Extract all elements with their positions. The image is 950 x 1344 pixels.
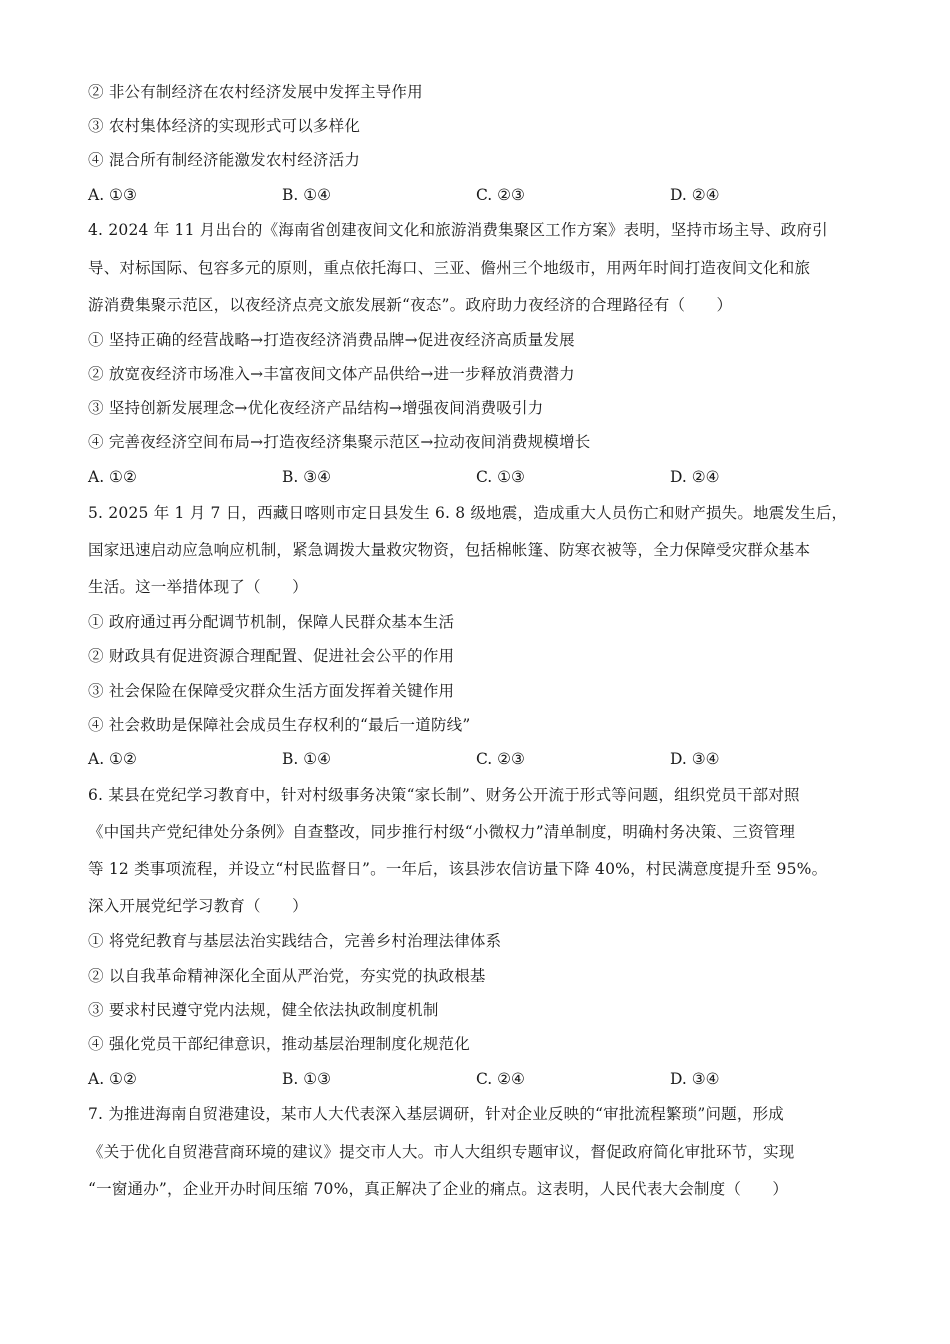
q5-item-2: ② 财政具有促进资源合理配置、促进社会公平的作用 (88, 647, 455, 665)
q3-option-b: B. ①④ (282, 186, 332, 204)
q4-stem-line-3: 游消费集聚示范区，以夜经济点亮文旅发展新“夜态”。政府助力夜经济的合理路径有（ ） (88, 296, 733, 314)
q5-item-4: ④ 社会救助是保障社会成员生存权利的“最后一道防线” (88, 716, 471, 734)
q4-stem-line-1: 4. 2024 年 11 月出台的《海南省创建夜间文化和旅游消费集聚区工作方案》表明，坚持市场主导、政府引 (88, 221, 828, 239)
q3-option-c: C. ②③ (476, 186, 525, 204)
q6-stem-line-3: 等 12 类事项流程，并设立“村民监督日”。一年后，该县涉农信访量下降 40%，村民满意度提升至 95%。 (88, 860, 828, 878)
q4-stem-line-2: 导、对标国际、包容多元的原则，重点依托海口、三亚、儋州三个地级市，用两年时间打造夜间文化和旅 (88, 259, 811, 277)
q4-item-2: ② 放宽夜经济市场准入→丰富夜间文体产品供给→进一步释放消费潜力 (88, 365, 575, 383)
q4-item-3: ③ 坚持创新发展理念→优化夜经济产品结构→增强夜间消费吸引力 (88, 399, 544, 417)
q6-item-2: ② 以自我革命精神深化全面从严治党，夯实党的执政根基 (88, 967, 486, 985)
q5-item-3: ③ 社会保险在保障受灾群众生活方面发挥着关键作用 (88, 682, 455, 700)
q4-options (88, 467, 868, 487)
q3-item-4: ④ 混合所有制经济能激发农村经济活力 (88, 151, 361, 169)
q6-stem-line-1: 6. 某县在党纪学习教育中，针对村级事务决策“家长制”、财务公开流于形式等问题，组织党员干部对照 (88, 786, 800, 804)
q6-option-b: B. ①③ (282, 1070, 332, 1088)
q7-stem-line-1: 7. 为推进海南自贸港建设，某市人大代表深入基层调研，针对企业反映的“审批流程繁琐”问题，形成 (88, 1105, 784, 1123)
q5-option-c: C. ②③ (476, 750, 525, 768)
q5-options (88, 749, 868, 769)
q5-item-1: ① 政府通过再分配调节机制，保障人民群众基本生活 (88, 613, 455, 631)
q5-stem-line-3: 生活。这一举措体现了（ ） (88, 578, 308, 596)
q5-stem-line-2: 国家迅速启动应急响应机制，紧急调拨大量救灾物资，包括棉帐篷、防寒衣被等，全力保障受灾群众基本 (88, 541, 811, 559)
q6-options (88, 1069, 868, 1089)
q3-options (88, 185, 868, 205)
q7-stem-line-2: 《关于优化自贸港营商环境的建议》提交市人大。市人大组织专题审议，督促政府简化审批环节，实现 (88, 1143, 795, 1161)
q4-option-b: B. ③④ (282, 468, 332, 486)
q6-stem-line-4: 深入开展党纪学习教育（ ） (88, 897, 308, 915)
q5-option-d: D. ③④ (670, 750, 720, 768)
q6-option-d: D. ③④ (670, 1070, 720, 1088)
q3-item-3: ③ 农村集体经济的实现形式可以多样化 (88, 117, 361, 135)
q4-option-d: D. ②④ (670, 468, 720, 486)
q3-option-d: D. ②④ (670, 186, 720, 204)
q3-option-a: A. ①③ (88, 186, 137, 204)
q4-option-c: C. ①③ (476, 468, 525, 486)
q4-item-4: ④ 完善夜经济空间布局→打造夜经济集聚示范区→拉动夜间消费规模增长 (88, 433, 591, 451)
q4-item-1: ① 坚持正确的经营战略→打造夜经济消费品牌→促进夜经济高质量发展 (88, 331, 575, 349)
q4-option-a: A. ①② (88, 468, 137, 486)
q6-option-a: A. ①② (88, 1070, 137, 1088)
q5-option-b: B. ①④ (282, 750, 332, 768)
q7-stem-line-3: “一窗通办”，企业开办时间压缩 70%，真正解决了企业的痛点。这表明，人民代表大会制度（ ） (88, 1180, 789, 1198)
q6-item-3: ③ 要求村民遵守党内法规，健全依法执政制度机制 (88, 1001, 439, 1019)
q3-item-2: ② 非公有制经济在农村经济发展中发挥主导作用 (88, 83, 423, 101)
q6-stem-line-2: 《中国共产党纪律处分条例》自查整改，同步推行村级“小微权力”清单制度，明确村务决策、三资管理 (88, 823, 796, 841)
q6-item-4: ④ 强化党员干部纪律意识，推动基层治理制度化规范化 (88, 1035, 470, 1053)
q5-stem-line-1: 5. 2025 年 1 月 7 日，西藏日喀则市定日县发生 6. 8 级地震，造成重大人员伤亡和财产损失。地震发生后， (88, 504, 848, 522)
q6-option-c: C. ②④ (476, 1070, 525, 1088)
q6-item-1: ① 将党纪教育与基层法治实践结合，完善乡村治理法律体系 (88, 932, 502, 950)
q5-option-a: A. ①② (88, 750, 137, 768)
